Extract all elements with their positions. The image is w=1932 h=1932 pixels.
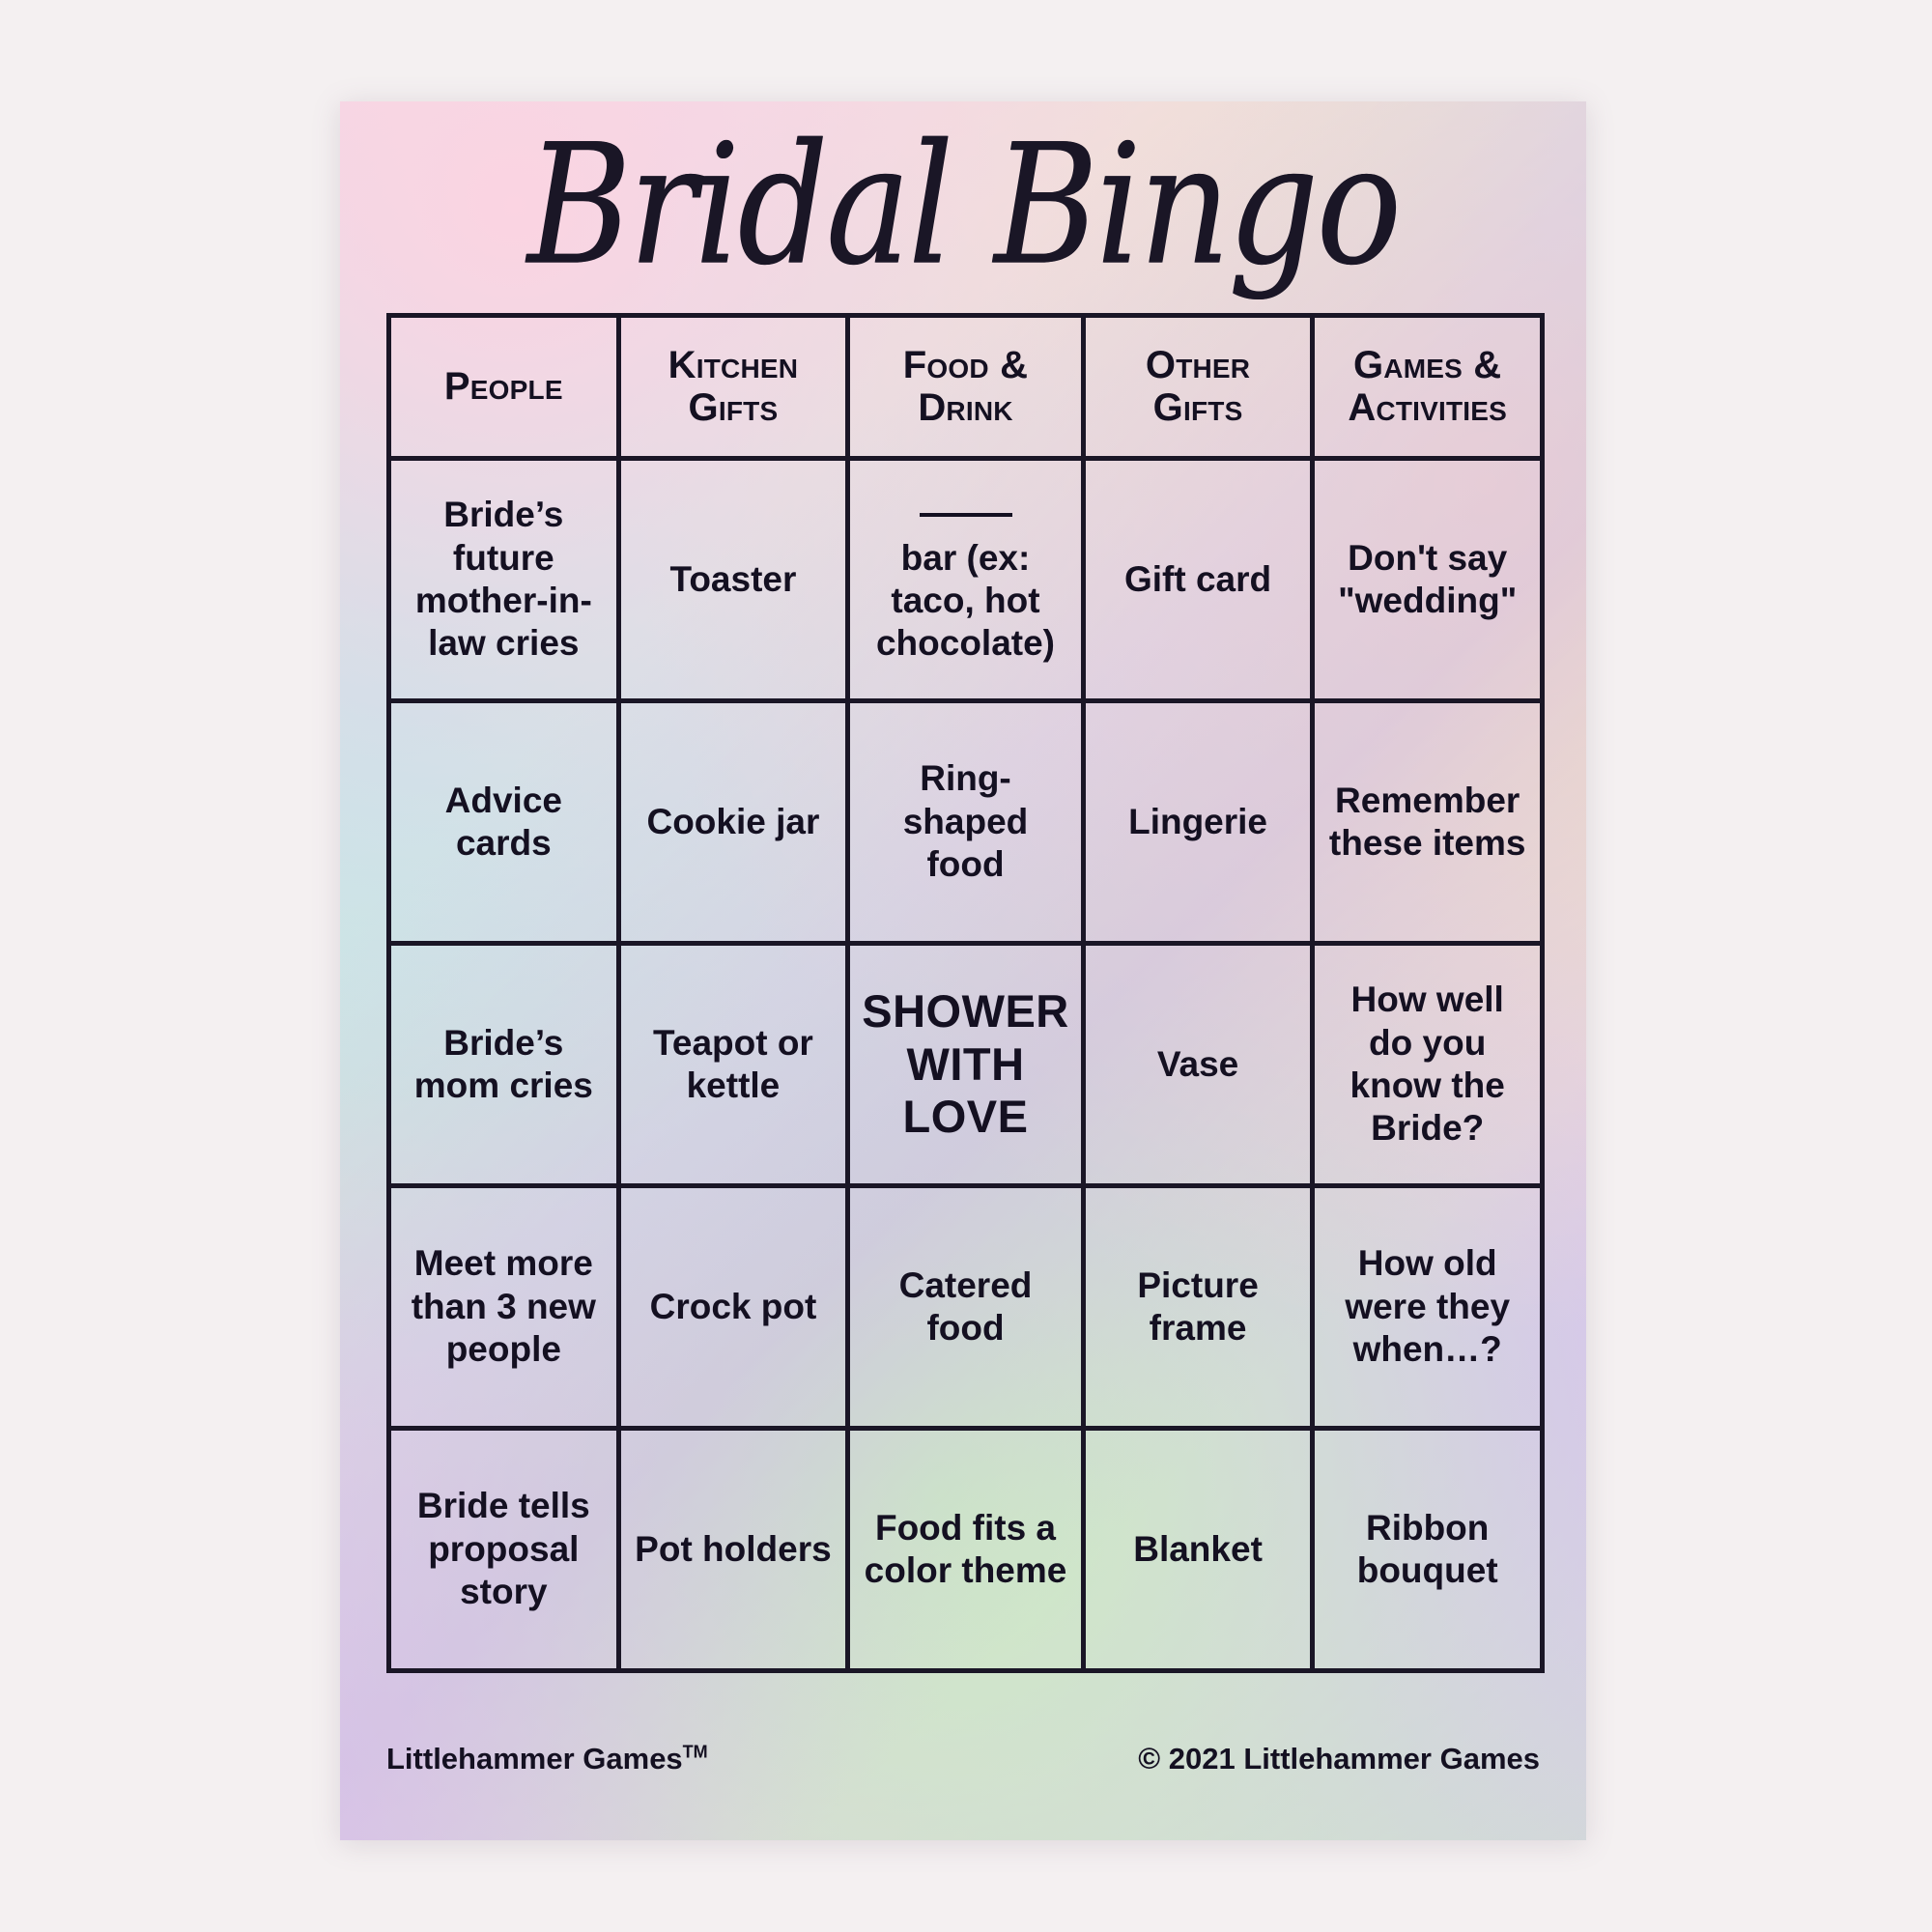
bingo-cell[interactable]: Cookie jar <box>621 703 851 946</box>
bingo-cell[interactable]: bar (ex: taco, hot chocolate) <box>850 461 1086 703</box>
bingo-cell[interactable]: Ribbon bouquet <box>1315 1431 1545 1673</box>
bingo-cell[interactable]: Picture frame <box>1086 1188 1316 1431</box>
card-footer <box>386 1742 1540 1776</box>
column-header-food-drink: Food & Drink <box>850 318 1086 461</box>
bingo-cell[interactable]: How well do you know the Bride? <box>1315 946 1545 1188</box>
bingo-cell[interactable]: Bride’s future mother-in-law cries <box>391 461 621 703</box>
column-header-games-activities: Games & Activities <box>1315 318 1545 461</box>
bingo-cell[interactable]: Gift card <box>1086 461 1316 703</box>
free-space-cell[interactable]: SHOWER WITH LOVE <box>850 946 1086 1188</box>
footer-brand: Littlehammer Games™ <box>386 1742 708 1776</box>
card-title: Bridal Bingo <box>526 108 1400 302</box>
bingo-cell[interactable]: Meet more than 3 new people <box>391 1188 621 1431</box>
bingo-cell[interactable]: How old were they when…? <box>1315 1188 1545 1431</box>
footer-copyright: © 2021 Littlehammer Games <box>1138 1742 1540 1776</box>
bingo-card <box>340 101 1586 1840</box>
fill-in-blank-line <box>920 513 1012 517</box>
bingo-cell[interactable]: Food fits a color theme <box>850 1431 1086 1673</box>
column-header-kitchen-gifts: Kitchen Gifts <box>621 318 851 461</box>
bingo-cell[interactable]: Blanket <box>1086 1431 1316 1673</box>
bingo-cell[interactable]: Advice cards <box>391 703 621 946</box>
bingo-cell[interactable]: Ring-shaped food <box>850 703 1086 946</box>
bingo-cell[interactable]: Lingerie <box>1086 703 1316 946</box>
bingo-cell[interactable]: Don't say "wedding" <box>1315 461 1545 703</box>
bingo-cell[interactable]: Toaster <box>621 461 851 703</box>
bingo-cell[interactable]: Pot holders <box>621 1431 851 1673</box>
bingo-cell[interactable]: Bride tells proposal story <box>391 1431 621 1673</box>
trademark-mark: TM <box>682 1742 708 1762</box>
bingo-cell[interactable]: Catered food <box>850 1188 1086 1431</box>
bingo-grid <box>386 313 1545 1673</box>
bingo-cell[interactable]: Teapot or kettle <box>621 946 851 1188</box>
bingo-cell[interactable]: Remember these items <box>1315 703 1545 946</box>
bingo-cell[interactable]: Crock pot <box>621 1188 851 1431</box>
bingo-cell[interactable]: Bride’s mom cries <box>391 946 621 1188</box>
column-header-other-gifts: Other Gifts <box>1086 318 1316 461</box>
bingo-cell[interactable]: Vase <box>1086 946 1316 1188</box>
column-header-people: People <box>391 318 621 461</box>
